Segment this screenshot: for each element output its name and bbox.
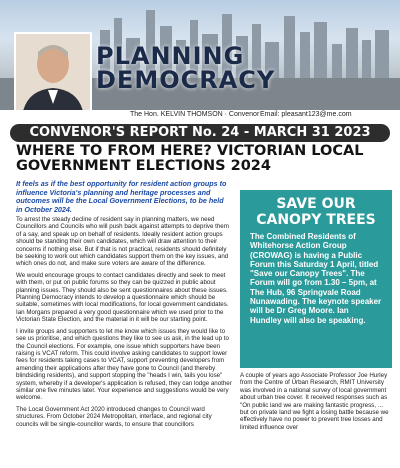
contact-strip [0, 110, 400, 122]
brand-line-democracy: DEMOCRACY [96, 66, 276, 94]
body-paragraph: I invite groups and supporters to let me know which issues they would like to see us prioritise, and which questions they like to see us ask, in the lead up to the Council elections. For example, one issue which supporters have been raising is VCAT reform. This could involve asking candidates to support lower fees for residents taking cases to VCAT, support preventing developers from amending their applications after they have gone to Council (and thereby blindsiding residents), and support stopping the "heads I win, tails you lose" system, whereby if a developer's application is refused, they can lodge another similar one five minutes later. Your experience and suggestions would be very welcome. [16, 327, 232, 402]
article-lead: It feels as if the best opportunity for resident action groups to influence Victoria's planning and heritage processes and outcomes will be the Local Government Elections, to be held in October 2024. [16, 179, 227, 214]
body-paragraph: The Local Government Act 2020 introduced changes to Council ward structures. From October 2024 Metropolitan, interface, and regional city councils will be single-councillor wards, to ensure that councillors [16, 405, 212, 428]
convenor-name: The Hon. KELVIN THOMSON · Convenor [130, 111, 260, 118]
body-paragraph: We would encourage groups to contact candidates directly and seek to meet with them, or put on public forums so they can be quizzed in public about planning issues. They should also be sent questionnaires about these issues. Planning Democracy intends to develop a questionnaire which should be suitable, sometimes with local modifications, for local government candidates. Ian Morgans prepared a very good questionnaire which we used prior to the Victorian State Election, and the material in it will be our starting point. [16, 271, 229, 324]
sidebar-title-line1: SAVE OUR [276, 196, 356, 212]
article-body [16, 216, 234, 432]
convenor-portrait-photo [14, 32, 92, 110]
header-banner [0, 0, 400, 110]
newsletter-brand-title [96, 44, 275, 92]
portrait-icon [16, 34, 90, 110]
contact-email: Email: pleasant123@me.com [260, 111, 352, 118]
sidebar-title-line2: CANOPY TREES [256, 212, 376, 228]
event-sidebar [240, 190, 392, 368]
brand-line-planning: PLANNING [96, 42, 245, 70]
right-column-paragraph: A couple of years ago Associate Professor Joe Hurley from the Centre of Urban Research, RMIT University was involved in a national survey of local government about urban tree cover. It received responses such as "On public land we are making fantastic progress, … but on private land we fight a losing battle because we effectively have no power to prevent tree losses and limited influence over [240, 372, 389, 431]
sidebar-title [240, 196, 392, 228]
body-paragraph: To arrest the steady decline of resident say in planning matters, we need Councillors and Councils who will push back against attempts to deprive them of a say, and speak up on behalf of residents. Ideally resident action groups should be standing their own candidates, which will draw attention to their concerns if nothing else. But if that is not practical, residents should definitely be seeking to work out which candidates support them on the key issues, and which ones do not, and make sure voters are aware of the difference. [16, 216, 229, 268]
report-number-banner: CONVENOR'S REPORT No. 24 - MARCH 31 2023 [10, 124, 390, 142]
sidebar-body: The Combined Residents of Whitehorse Action Group (CROWAG) is having a Public Forum this Saturday 1 April, titled "Save our Canopy Trees". The Forum will go from 1.30 – 5pm, at The Hub, 96 Springvale Road Nunawading. The keynote speaker will be Dr Greg Moore. Ian Hundley will also be speaking. [250, 232, 382, 325]
article-headline: WHERE TO FROM HERE? VICTORIAN LOCAL GOVERNMENT ELECTIONS 2024 [16, 143, 364, 174]
